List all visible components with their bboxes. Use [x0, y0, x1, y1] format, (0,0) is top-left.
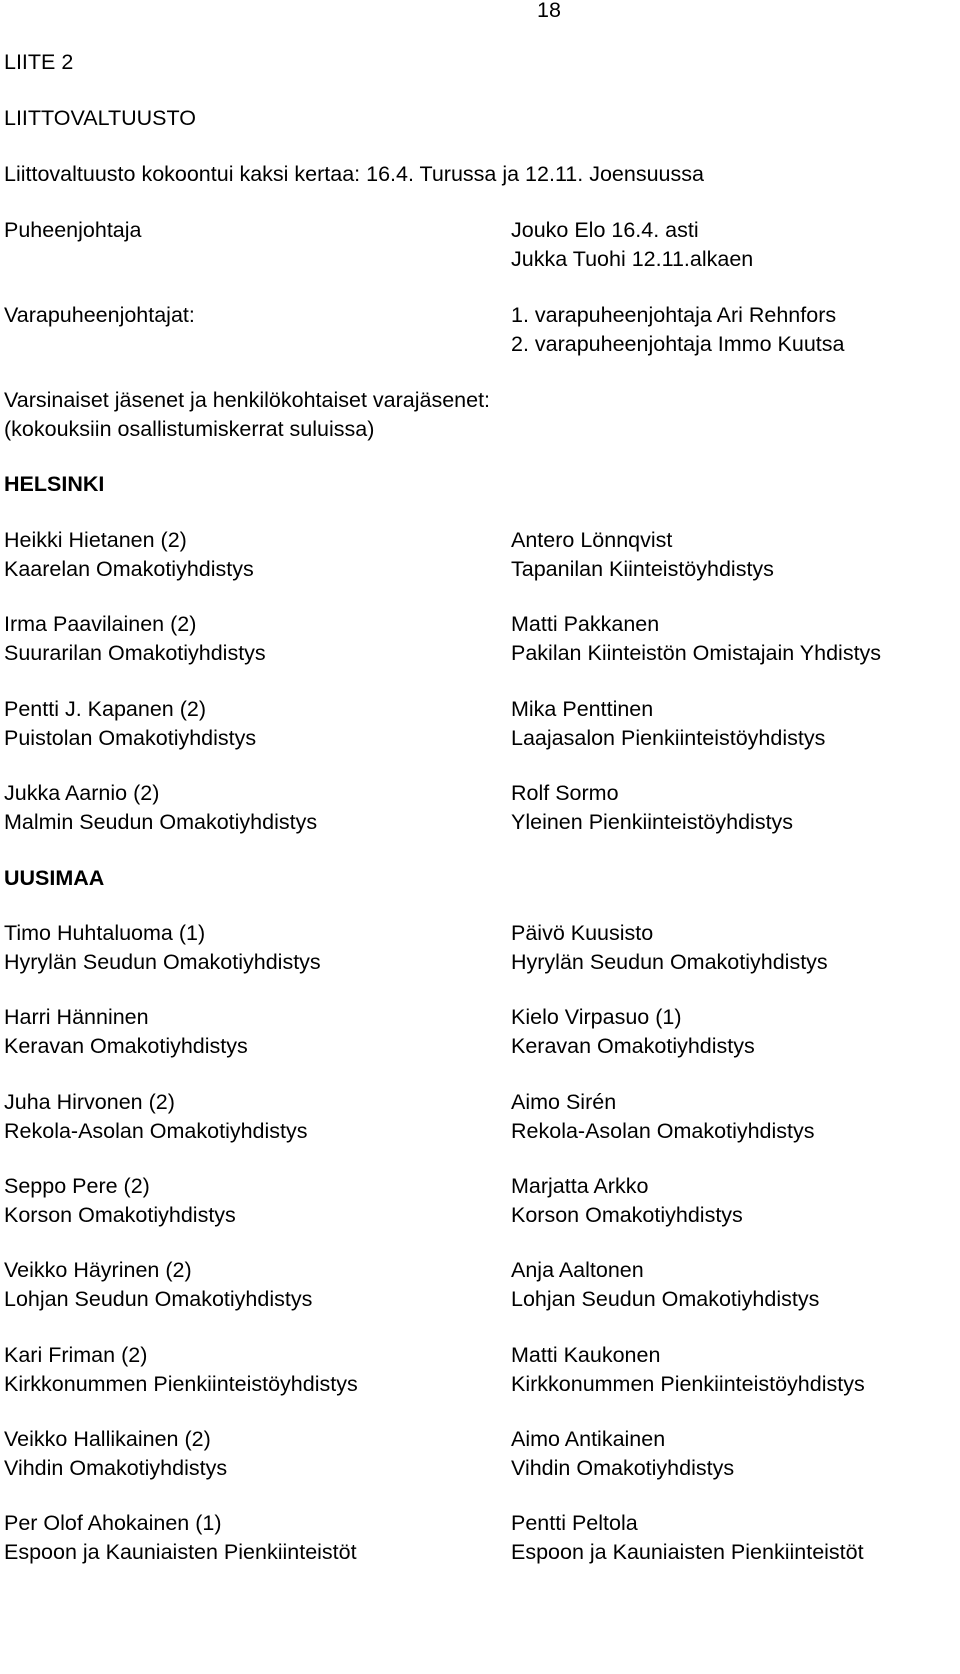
members-intro [4, 386, 490, 444]
members-intro-line: Varsinaiset jäsenet ja henkilökohtaiset varajäsenet: [4, 388, 491, 412]
chair-line: Jouko Elo 16.4. asti [511, 218, 699, 242]
member-row [4, 1425, 954, 1485]
deputy-organization: Hyrylän Seudun Omakotiyhdistys [511, 950, 828, 974]
deputy-entry [511, 1341, 960, 1399]
member-entry [4, 1341, 474, 1399]
member-row [4, 526, 954, 586]
deputy-name: Päivö Kuusisto [511, 921, 654, 945]
member-row [4, 695, 954, 755]
member-entry [4, 1172, 474, 1230]
page-number: 18 [537, 0, 561, 22]
deputy-organization: Laajasalon Pienkiinteistöyhdistys [511, 725, 826, 750]
deputy-name: Mika Penttinen [511, 696, 654, 721]
deputy-organization: Espoon ja Kauniaisten Pienkiinteistöt [511, 1540, 864, 1565]
member-row [4, 1172, 954, 1232]
member-organization: Hyrylän Seudun Omakotiyhdistys [4, 950, 321, 974]
member-row [4, 1003, 954, 1063]
section-title-uusimaa: UUSIMAA [4, 866, 105, 890]
member-organization: Keravan Omakotiyhdistys [4, 1034, 248, 1059]
member-entry [4, 1088, 474, 1146]
deputy-name: Aimo Antikainen [511, 1426, 666, 1451]
member-organization: Espoon ja Kauniaisten Pienkiinteistöt [4, 1540, 357, 1565]
deputy-entry [511, 919, 960, 977]
deputy-organization: Pakilan Kiinteistön Omistajain Yhdistys [511, 641, 882, 666]
member-organization: Suurarilan Omakotiyhdistys [4, 641, 266, 666]
chair-label: Puheenjohtaja [4, 218, 142, 242]
member-entry [4, 919, 474, 977]
member-organization: Korson Omakotiyhdistys [4, 1202, 236, 1227]
member-name: Timo Huhtaluoma (1) [4, 921, 206, 945]
vice-chairs-block [4, 301, 954, 361]
chair-values [511, 216, 960, 274]
deputy-entry [511, 779, 960, 837]
chair-line: Jukka Tuohi 12.11.alkaen [511, 247, 754, 271]
member-row [4, 1256, 954, 1316]
deputy-organization: Tapanilan Kiinteistöyhdistys [511, 557, 774, 581]
member-entry [4, 779, 474, 837]
deputy-entry [511, 1256, 960, 1314]
chair-block [4, 216, 954, 276]
member-name: Pentti J. Kapanen (2) [4, 696, 206, 721]
member-organization: Kaarelan Omakotiyhdistys [4, 557, 254, 581]
member-organization: Puistolan Omakotiyhdistys [4, 725, 257, 750]
deputy-organization: Korson Omakotiyhdistys [511, 1202, 743, 1227]
member-row [4, 1341, 954, 1401]
deputy-name: Antero Lönnqvist [511, 528, 673, 552]
deputy-organization: Rekola-Asolan Omakotiyhdistys [511, 1118, 815, 1143]
member-entry [4, 1509, 474, 1567]
deputy-entry [511, 610, 960, 668]
member-name: Seppo Pere (2) [4, 1173, 150, 1198]
deputy-entry [511, 1088, 960, 1146]
member-name: Juha Hirvonen (2) [4, 1089, 175, 1114]
member-entry [4, 526, 474, 584]
deputy-organization: Keravan Omakotiyhdistys [511, 1034, 755, 1059]
vice-chair-line: 1. varapuheenjohtaja Ari Rehnfors [511, 303, 837, 327]
deputy-name: Matti Pakkanen [511, 612, 660, 637]
member-entry [4, 1003, 474, 1061]
deputy-name: Anja Aaltonen [511, 1258, 644, 1283]
deputy-organization: Yleinen Pienkiinteistöyhdistys [511, 809, 794, 834]
deputy-entry [511, 1172, 960, 1230]
member-row [4, 919, 954, 979]
deputy-name: Kielo Virpasuo (1) [511, 1005, 682, 1030]
member-organization: Vihdin Omakotiyhdistys [4, 1455, 228, 1480]
member-organization: Lohjan Seudun Omakotiyhdistys [4, 1287, 313, 1312]
member-name: Veikko Hallikainen (2) [4, 1426, 211, 1451]
member-name: Veikko Häyrinen (2) [4, 1258, 192, 1283]
member-name: Jukka Aarnio (2) [4, 780, 160, 805]
members-intro-line: (kokouksiin osallistumiskerrat suluissa) [4, 417, 375, 441]
member-organization: Malmin Seudun Omakotiyhdistys [4, 809, 318, 834]
member-row [4, 610, 954, 670]
member-row [4, 1088, 954, 1148]
deputy-organization: Kirkkonummen Pienkiinteistöyhdistys [511, 1371, 865, 1396]
member-entry [4, 1256, 474, 1314]
member-entry [4, 610, 474, 668]
document-heading: LIITTOVALTUUSTO [4, 106, 196, 130]
vice-chairs-values [511, 301, 960, 359]
appendix-label: LIITE 2 [4, 50, 74, 74]
member-name: Kari Friman (2) [4, 1342, 148, 1367]
deputy-entry [511, 1003, 960, 1061]
deputy-name: Aimo Sirén [511, 1089, 617, 1114]
deputy-name: Pentti Peltola [511, 1511, 638, 1536]
vice-chairs-label: Varapuheenjohtajat: [4, 303, 195, 327]
deputy-entry [511, 695, 960, 753]
member-name: Per Olof Ahokainen (1) [4, 1511, 222, 1536]
deputy-name: Rolf Sormo [511, 780, 619, 805]
member-name: Heikki Hietanen (2) [4, 528, 187, 552]
meeting-intro: Liittovaltuusto kokoontui kaksi kertaa: 16.4. Turussa ja 12.11. Joensuussa [4, 162, 704, 186]
deputy-entry [511, 1425, 960, 1483]
section-title-helsinki: HELSINKI [4, 472, 105, 496]
member-entry [4, 1425, 474, 1483]
deputy-entry [511, 1509, 960, 1567]
member-name: Irma Paavilainen (2) [4, 612, 197, 637]
deputy-organization: Lohjan Seudun Omakotiyhdistys [511, 1287, 820, 1312]
deputy-name: Matti Kaukonen [511, 1342, 661, 1367]
deputy-organization: Vihdin Omakotiyhdistys [511, 1455, 735, 1480]
member-row [4, 1509, 954, 1569]
member-row [4, 779, 954, 839]
deputy-name: Marjatta Arkko [511, 1173, 649, 1198]
vice-chair-line: 2. varapuheenjohtaja Immo Kuutsa [511, 332, 845, 356]
deputy-entry [511, 526, 960, 584]
member-organization: Kirkkonummen Pienkiinteistöyhdistys [4, 1371, 358, 1396]
member-entry [4, 695, 474, 753]
member-name: Harri Hänninen [4, 1005, 149, 1030]
member-organization: Rekola-Asolan Omakotiyhdistys [4, 1118, 308, 1143]
